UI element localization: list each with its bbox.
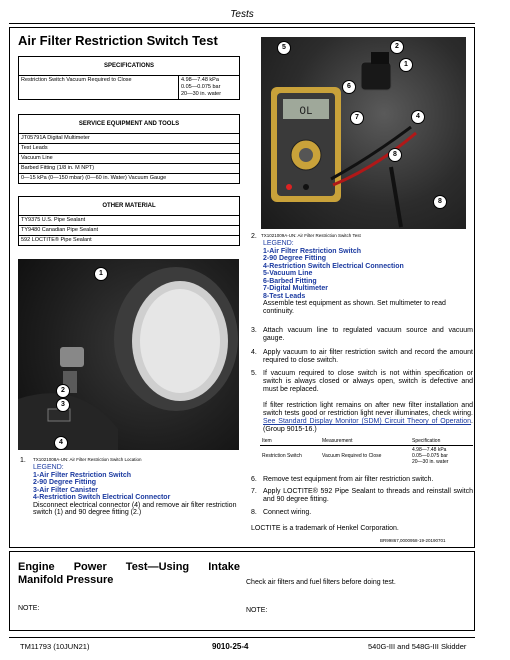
step-6-number: 6.: [251, 476, 257, 483]
footer-rule: [9, 637, 475, 638]
legend-item: 2-90 Degree Fitting: [33, 479, 97, 486]
step-1-text: Disconnect electrical connector (4) and remove air filter restriction switch (1) and 90 degree fitting (2.): [33, 501, 237, 516]
equipment-item: Barbed Fitting (1/8 in. M NPT): [19, 164, 240, 174]
material-item: TY9480 Canadian Pipe Sealant: [19, 226, 240, 236]
test-lead-red: [333, 133, 416, 185]
input-jack-red: [286, 184, 292, 190]
callout-7: 7: [350, 111, 364, 125]
sdm-circuit-link[interactable]: See Standard Display Monitor (SDM) Circuit Theory of Operation: [263, 418, 472, 425]
document-id: BR99867,0000958-19-20190701: [380, 538, 446, 543]
spec-value: 0.05—0.075 bar: [412, 453, 448, 459]
wiring-text: If filter restriction light remains on after new filter installation and switch tests good or restriction light never illuminates, check wiring.: [263, 402, 473, 417]
legend-item: 4-Restriction Switch Electrical Connector: [33, 494, 171, 501]
cell-measurement: Vacuum Required to Close: [322, 453, 382, 459]
trademark-notice: LOCTITE is a trademark of Henkel Corporation.: [251, 525, 399, 532]
step-3-number: 3.: [251, 327, 257, 334]
vacuum-line: [391, 167, 401, 227]
specifications-heading: SPECIFICATIONS: [19, 57, 240, 76]
callout-6: 6: [342, 80, 356, 94]
spec-value: 4.98—7.48 kPa: [412, 447, 447, 453]
legend-title: LEGEND:: [263, 240, 294, 247]
spec-value: 20—30 in. water: [181, 91, 222, 97]
legend-item: 5-Vacuum Line: [263, 270, 313, 277]
switch-location-illustration: [18, 259, 239, 450]
group-reference: . (Group 9015-16.): [263, 418, 473, 433]
callout-2: 2: [390, 40, 404, 54]
dial-knob: [299, 148, 313, 162]
step-5-number: 5.: [251, 370, 257, 377]
material-item: TY9375 U.S. Pipe Sealant: [19, 216, 240, 226]
step-6-text: Remove test equipment from air filter restriction switch.: [263, 476, 434, 483]
switch-location-photo: [18, 259, 239, 450]
spec-value: 4.98—7.48 kPa: [181, 77, 219, 83]
equipment-item: JT05791A Digital Multimeter: [19, 134, 240, 144]
cell-specification: [410, 446, 473, 467]
engine-test-title: Engine Power Test—Using Intake Manifold Pressure: [18, 561, 240, 586]
spec-value: 20—30 in. water: [412, 459, 449, 465]
callout-8b: 8: [433, 195, 447, 209]
step-5-wiring-text: [263, 402, 473, 434]
col-item: Item: [260, 437, 320, 446]
note-right: NOTE:: [246, 607, 268, 614]
step-4-number: 4.: [251, 349, 257, 356]
callout-4: 4: [54, 436, 68, 450]
callout-1: 1: [399, 58, 413, 72]
switch-fitting: [371, 52, 389, 64]
callout-2: 2: [56, 384, 70, 398]
footer-model: 540G-III and 548G-III Skidder: [368, 642, 467, 651]
step-7-text: Apply LOCTITE® 592 Pipe Sealant to threads and reinstall switch and 90 degree fitting.: [263, 488, 473, 503]
legend-title: LEGEND:: [33, 464, 64, 471]
spec-values: [179, 76, 240, 100]
legend-item: 8-Test Leads: [263, 292, 306, 300]
equipment-item: 0—15 kPa (0—150 mbar) (0—60 in. Water) Vacuum Gauge: [19, 174, 240, 184]
callout-5: 5: [277, 41, 291, 55]
step-4-text: Apply vacuum to air filter restriction switch and record the amount required to close switch.: [263, 349, 473, 364]
service-equipment-table: [18, 114, 240, 184]
legend-item: 1-Air Filter Restriction Switch: [33, 471, 132, 479]
legend-item: 4-Restriction Switch Electrical Connection: [263, 262, 404, 270]
figure-top-caption: TX1021009A-UN: Air Filter Restriction Switch Test: [261, 233, 361, 238]
section-title: Air Filter Restriction Switch Test: [18, 33, 218, 48]
legend-item: 3-Air Filter Canister: [33, 486, 98, 494]
step-2-number: 2.: [251, 233, 257, 240]
equipment-item: Test Leads: [19, 144, 240, 154]
cell-item: Restriction Switch: [262, 453, 302, 459]
step-1-legend: [33, 464, 241, 517]
filter-mesh: [140, 289, 220, 393]
callout-4: 4: [411, 110, 425, 124]
step-3-text: Attach vacuum line to regulated vacuum source and vacuum gauge.: [263, 327, 473, 342]
material-item: 592 LOCTITE® Pipe Sealant: [19, 236, 240, 246]
spec-label: Restriction Switch Vacuum Required to Close: [19, 76, 179, 100]
step-1-number: 1.: [20, 457, 26, 464]
other-material-heading: OTHER MATERIAL: [19, 197, 240, 216]
legend-item: 2-90 Degree Fitting: [263, 255, 327, 262]
step-5-text: If vacuum required to close switch is not within specification or switch is always closed or always open, switch is defective and must be replaced.: [263, 370, 473, 393]
step-7-number: 7.: [251, 488, 257, 495]
note-left: NOTE:: [18, 605, 40, 612]
restriction-switch: [361, 62, 391, 90]
legend-item: 1-Air Filter Restriction Switch: [263, 247, 362, 255]
spec-value: 0.05—0.075 bar: [181, 84, 221, 90]
input-jack-black: [303, 184, 309, 190]
figure-left-caption: TX1021008A-UN: Air Filter Restriction Switch Location: [33, 457, 142, 462]
legend-item: 6-Barbed Fitting: [263, 277, 317, 285]
other-material-table: [18, 196, 240, 246]
engine-check-text: Check air filters and fuel filters before doing test.: [246, 579, 396, 586]
specifications-table: [18, 56, 240, 100]
callout-3: 3: [56, 398, 70, 412]
measurement-table: [260, 437, 473, 466]
test-setup-photo: [261, 37, 466, 229]
display-readout: OL: [299, 106, 313, 118]
equipment-item: Vacuum Line: [19, 154, 240, 164]
service-equipment-heading: SERVICE EQUIPMENT AND TOOLS: [19, 115, 240, 134]
footer-page-number: 9010-25-4: [212, 642, 249, 651]
callout-8: 8: [388, 148, 402, 162]
step-8-text: Connect wiring.: [263, 509, 312, 516]
step-2-legend: [263, 240, 473, 315]
callout-1: 1: [94, 267, 108, 281]
footer-manual-id: TM11793 (10JUN21): [20, 642, 90, 651]
col-specification: Specification: [410, 437, 473, 446]
step-2-text: Assemble test equipment as shown. Set multimeter to read continuity.: [263, 300, 446, 315]
step-8-number: 8.: [251, 509, 257, 516]
col-measurement: Measurement: [320, 437, 410, 446]
restriction-switch-body: [60, 347, 84, 367]
legend-item: 7-Digital Multimeter: [263, 285, 328, 292]
running-header: Tests: [9, 8, 475, 24]
